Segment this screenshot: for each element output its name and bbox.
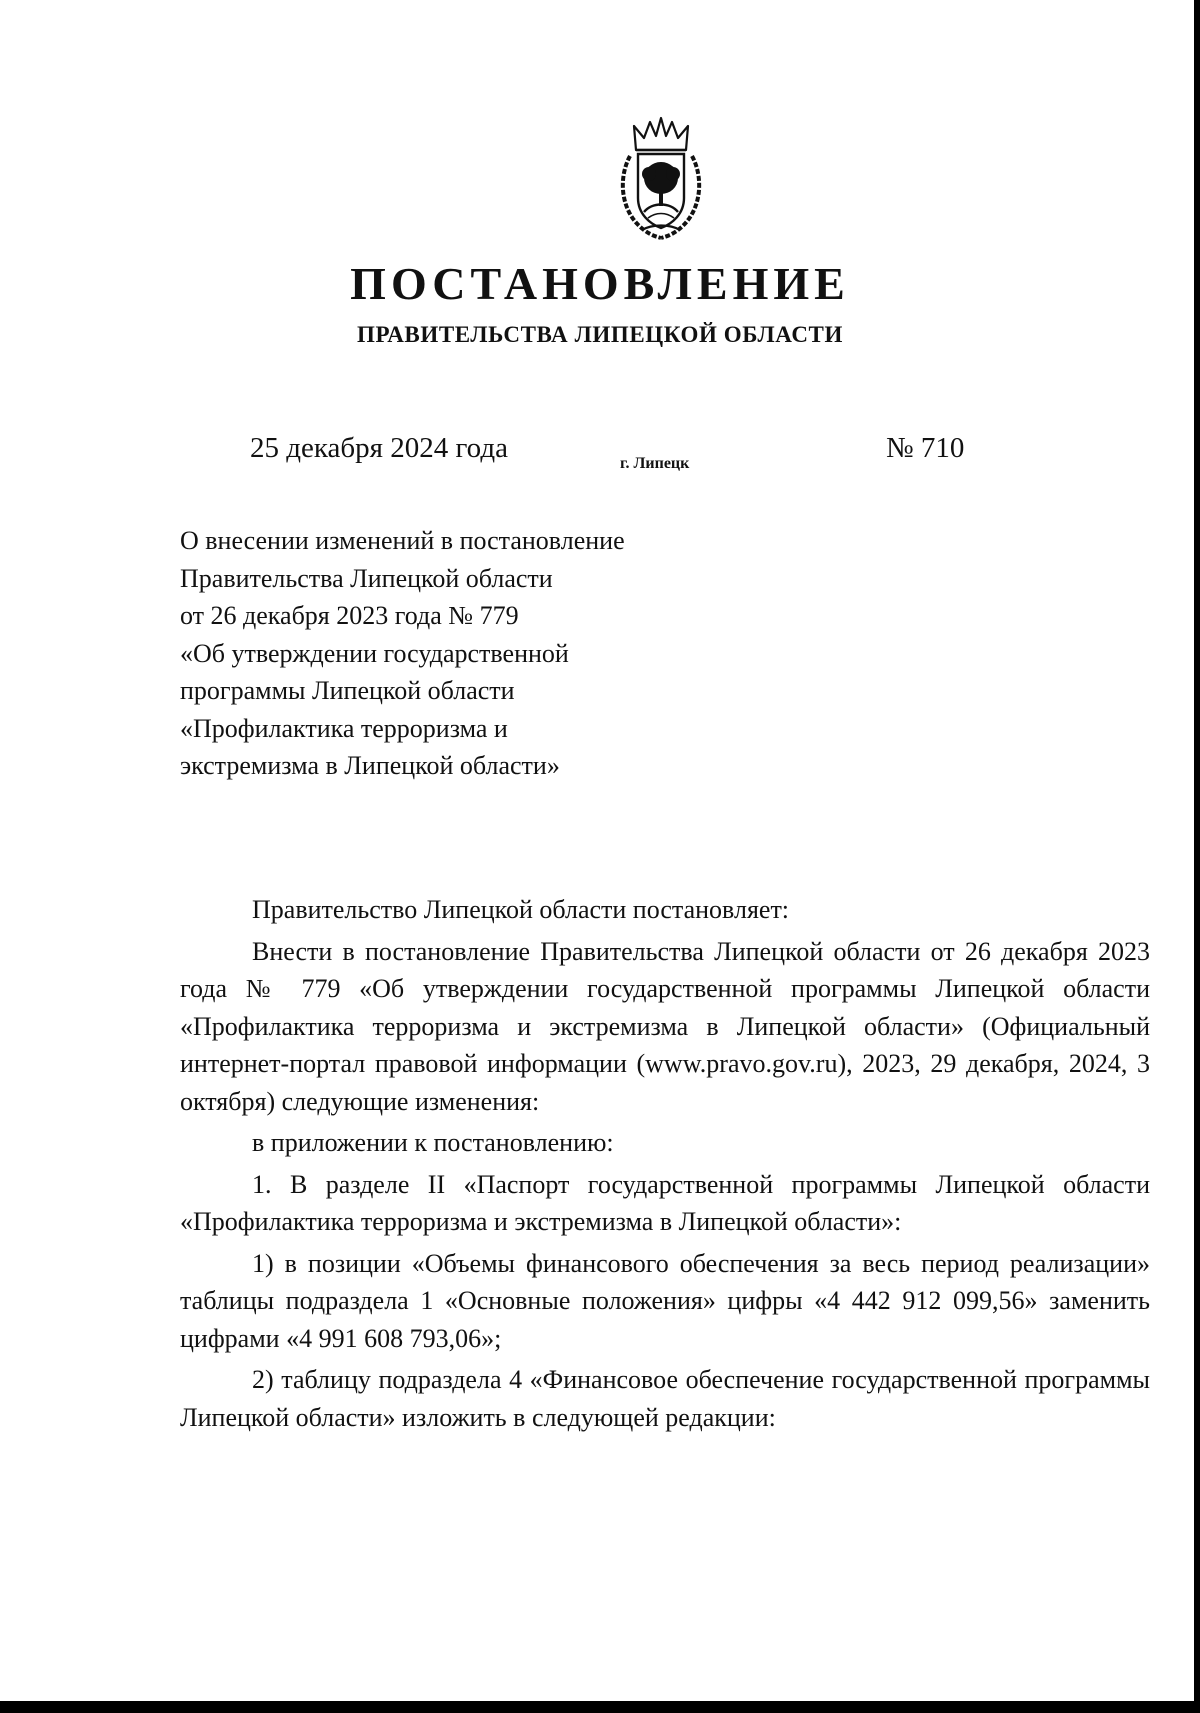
document-date: 25 декабря 2024 года (250, 432, 508, 464)
document-number: № 710 (886, 432, 965, 464)
subject-line: Правительства Липецкой области (180, 563, 553, 593)
subject-line: от 26 декабря 2023 года № 779 (180, 601, 519, 630)
document-issuer: ПРАВИТЕЛЬСТВА ЛИПЕЦКОЙ ОБЛАСТИ (357, 322, 843, 347)
document-city: г. Липецк (620, 455, 690, 472)
body-paragraph: 1) в позиции «Объемы финансового обеспечения за весь период реализации» таблицы подраздела 1 «Основные положения» цифры «4 442 912 099,56» заменить цифрами «4 991 608 793,06»; (180, 1248, 1150, 1353)
subject-line: «Профилактика терроризма и (180, 713, 508, 743)
scan-edge-bottom (0, 1701, 1200, 1713)
body-paragraph: в приложении к постановлению: (252, 1128, 614, 1157)
body-paragraph: 1. В разделе II «Паспорт государственной программы Липецкой области «Профилактика терроризма и экстремизма в Липецкой области»: (180, 1169, 1150, 1236)
subject-line: экстремизма в Липецкой области» (180, 751, 560, 780)
subject-line: О внесении изменений в постановление (180, 526, 625, 555)
document-type-title: ПОСТАНОВЛЕНИЕ (350, 258, 850, 309)
body-paragraph: 2) таблицу подраздела 4 «Финансовое обеспечение государственной программы Липецкой области» изложить в следующей редакции: (180, 1365, 1150, 1432)
document-body (180, 891, 1150, 1436)
body-paragraph: Внести в постановление Правительства Липецкой области от 26 декабря 2023 года № 779 «Об утверждении государственной программы Липецкой области «Профилактика терроризма и экстремизма в Липецкой области» (Официальный интернет-портал правовой информации (www.pravo.gov.ru), 2023, 29 декабря, 2024, 3 октября) следующие изменения: (180, 936, 1150, 1116)
subject-line: программы Липецкой области (180, 676, 515, 705)
resolution-preamble: Правительство Липецкой области постановляет: (252, 895, 790, 924)
subject-line: «Об утверждении государственной (180, 638, 569, 668)
coat-of-arms-icon (616, 116, 706, 240)
document-subject (180, 522, 740, 785)
